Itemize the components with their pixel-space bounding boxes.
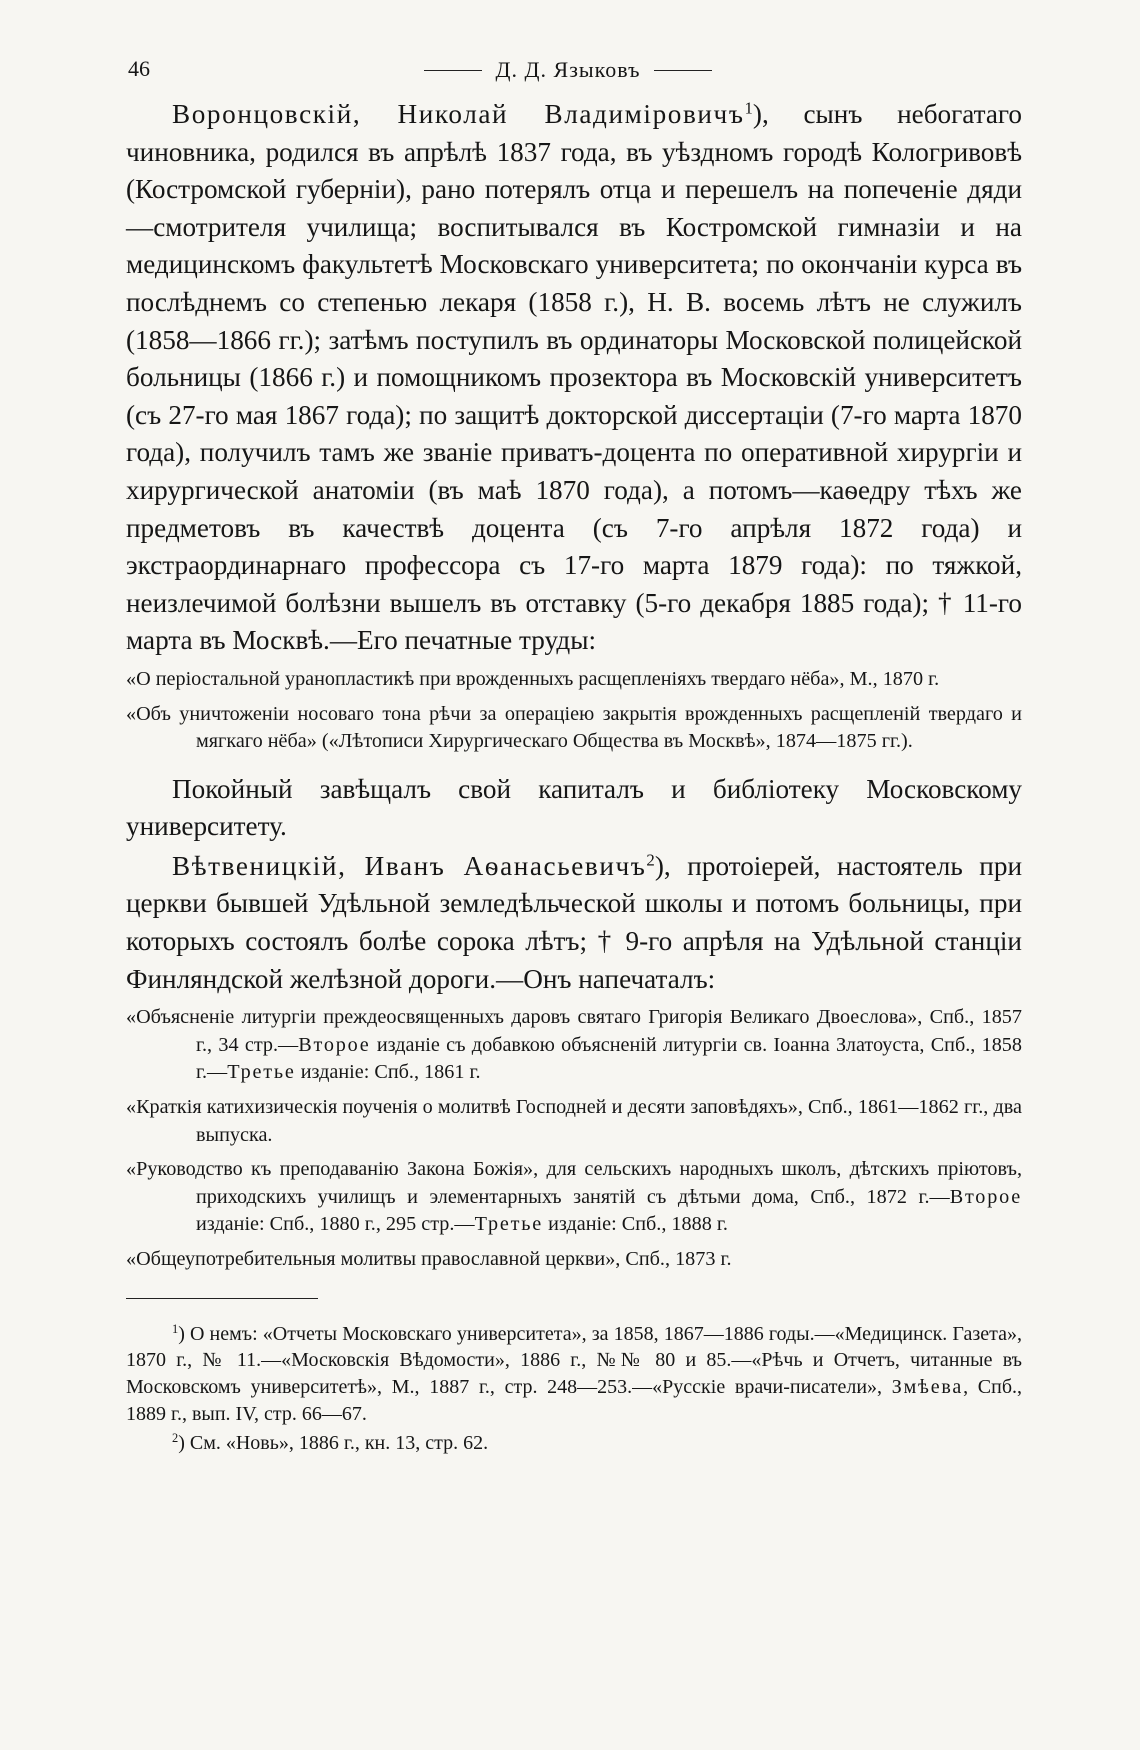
footnote-2-text: ) См. «Новь», 1886 г., кн. 13, стр. 62. bbox=[178, 1431, 489, 1454]
work-3-part-c: изданіе: Спб., 1888 г. bbox=[543, 1213, 728, 1236]
spacer bbox=[126, 763, 1022, 771]
footnote-divider bbox=[126, 1298, 318, 1299]
work-1-part-c: изданіе: Спб., 1861 г. bbox=[295, 1061, 481, 1084]
entry-1-works-list bbox=[126, 666, 1022, 756]
entry-2-work-4: «Общеупотребительныя молитвы православной церкви», Спб., 1873 г. bbox=[126, 1248, 732, 1270]
entry-2-paragraph bbox=[126, 848, 1022, 998]
footnote-1-text-b: , Спб., 1889 г., вып. IV, стр. 66—67. bbox=[126, 1376, 1022, 1425]
footnote-1-text-a: ) О немъ: «Отчеты Московскаго университета», за 1858, 1867—1886 годы.—«Медицинск. Газета», 1870 г., № 11.—«Московскія Вѣдомости», 1886 г., №№ 80 и 85.—«Рѣчь и Отчетъ, читанные въ Московскомъ университетѣ», М., 1887 г., стр. 248—253.—«Русскіе врачи-писатели», bbox=[126, 1322, 1022, 1399]
running-title-group bbox=[128, 57, 1008, 83]
title-dash-right bbox=[654, 70, 712, 71]
entry-1-name: Воронцовскій, Николай Владиміровичъ bbox=[172, 99, 745, 129]
entry-1-closing: Покойный завѣщалъ свой капиталъ и библіотеку Московскому университету. bbox=[126, 773, 1022, 842]
work-3-part-a: «Руководство къ преподаванію Закона Божія», для сельскихъ народныхъ школъ, дѣтскихъ пріютовъ, приходскихъ училищъ и элементарныхъ занятій съ дѣтьми дома, Спб., 1872 г.— bbox=[126, 1158, 1022, 1208]
footnote-1-mark: 1 bbox=[172, 1321, 179, 1336]
main-text bbox=[126, 96, 1022, 1459]
entry-1-paragraph bbox=[126, 96, 1022, 660]
running-header bbox=[128, 52, 1008, 88]
footnote-2 bbox=[126, 1430, 1022, 1457]
work-3-part-b: изданіе: Спб., 1880 г., 295 стр.— bbox=[196, 1213, 475, 1236]
entry-2-name: Вѣтвеницкій, Иванъ Аѳанасьевичъ bbox=[172, 850, 647, 881]
entry-2-work-2: «Краткія катихизическія поученія о молитвѣ Господней и десяти заповѣдяхъ», Спб., 1861—1862 гг., два выпуска. bbox=[126, 1096, 1022, 1146]
footnotes bbox=[126, 1321, 1022, 1457]
footnote-1 bbox=[126, 1321, 1022, 1428]
entry-1-text: ), сынъ небогатаго чиновника, родился въ апрѣлѣ 1837 года, въ уѣздномъ городѣ Кологривовѣ (Костромской губерніи), рано потерялъ отца и перешелъ на попеченіе дяди—смотрителя училища; воспитывался въ Костромской гимназіи и на медицинскомъ факультетѣ Московскаго университета; по окончаніи курса въ послѣднемъ со степенью лекаря (1858 г.), Н. В. восемь лѣтъ не служилъ (1858—1866 гг.); затѣмъ поступилъ въ ординаторы Московской полицейской больницы (1866 г.) и помощникомъ прозектора въ Московскій университетъ (съ 27-го мая 1867 года); по защитѣ докторской диссертаціи (7-го марта 1870 года), получилъ тамъ же званіе приватъ-доцента по оперативной хирургіи и хирургической анатоміи (въ маѣ 1870 года), а потомъ—каѳедру тѣхъ же предметовъ въ качествѣ доцента (съ 7-го апрѣля 1872 года) и экстраординарнаго профессора съ 17-го марта 1879 года): по тяжкой, неизлечимой болѣзни вышелъ въ отставку (5-го декабря 1885 года); † 11-го марта въ Москвѣ.—Его печатные труды: bbox=[126, 99, 1022, 656]
running-title: Д. Д. Языковъ bbox=[495, 57, 641, 82]
footnote-1-author: Змѣева bbox=[891, 1376, 964, 1399]
title-dash-left bbox=[424, 70, 482, 71]
entry-2-work-3 bbox=[126, 1156, 1022, 1239]
work-1-part-a: «Объясненіе литургіи преждеосвященныхъ даровъ святаго Григорія Великаго Двоеслова», Спб., 1857 г., 34 стр.— bbox=[126, 1006, 1022, 1056]
footnote-ref-1: 1 bbox=[744, 98, 753, 118]
entry-2-text: ), протоіерей, настоятель при церкви бывшей Удѣльной земледѣльческой школы и потомъ больницы, при которыхъ состоялъ болѣе сорока лѣтъ; † 9-го апрѣля на Удѣльной станціи Финляндской желѣзной дороги.—Онъ напечаталъ: bbox=[126, 850, 1022, 994]
entry-1-work-2: «Объ уничтоженіи носоваго тона рѣчи за операціею закрытія врожденныхъ расщепленій твердаго и мягкаго нёба» («Лѣтописи Хирургическаго Общества въ Москвѣ», 1874—1875 гг.). bbox=[126, 702, 1022, 753]
work-3-edition-3: Третье bbox=[474, 1213, 544, 1236]
work-1-edition-2: Второе bbox=[298, 1033, 371, 1056]
page-number: 46 bbox=[128, 56, 150, 81]
entry-2-work-1 bbox=[126, 1004, 1022, 1087]
work-3-edition-2: Второе bbox=[949, 1185, 1022, 1208]
footnote-ref-2: 2 bbox=[646, 850, 655, 870]
entry-2-works-list bbox=[126, 1004, 1022, 1273]
entry-1-work-1: «О періостальной уранопластикѣ при врожденныхъ расщепленіяхъ твердаго нёба», М., 1870 г. bbox=[126, 667, 940, 690]
work-1-part-b: изданіе съ добавкою объясненій литургіи св. Іоанна Златоуста, Спб., 1858 г.— bbox=[196, 1033, 1022, 1084]
work-1-edition-3: Третье bbox=[227, 1061, 296, 1084]
footnote-2-mark: 2 bbox=[172, 1430, 179, 1445]
